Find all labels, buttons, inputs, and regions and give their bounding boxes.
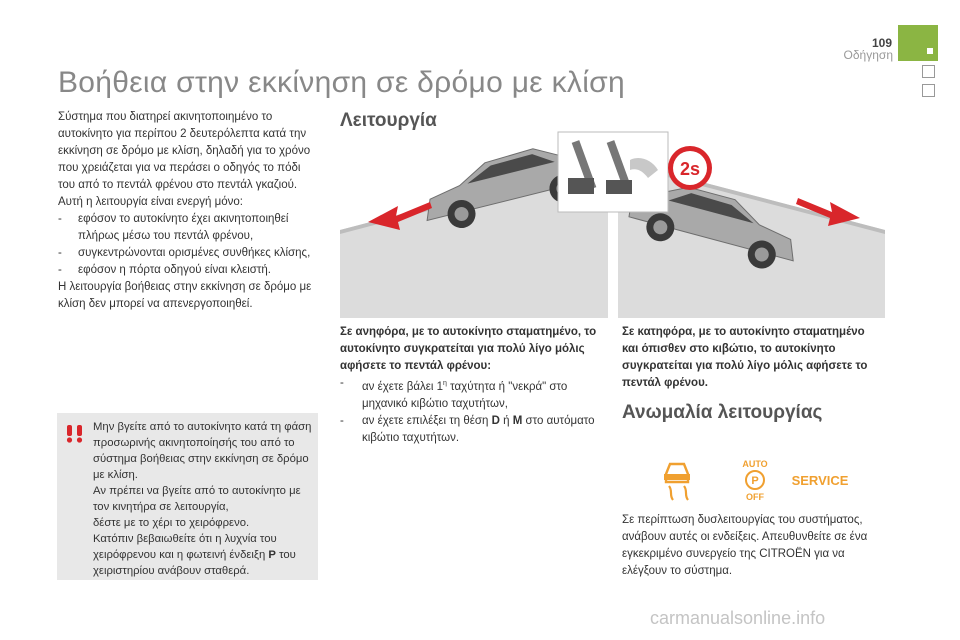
service-warning-icon: [792, 473, 849, 488]
warning-exclamation-icon: [65, 422, 91, 444]
warning-box: [57, 413, 318, 580]
operation-heading: Λειτουργία: [340, 110, 437, 131]
page-title: Βοήθεια στην εκκίνηση σε δρόμο με κλίση: [58, 66, 625, 99]
malfunction-column: [622, 512, 884, 580]
uphill-heading: Σε ανηφόρα, με το αυτοκίνητο σταματημένο, το αυτοκίνητο συγκρατείται για πολύ λίγο μόλις αφήσετε το πεντάλ φρένου:: [340, 326, 597, 372]
downhill-text: Σε κατηφόρα, με το αυτοκίνητο σταματημένο και όπισθεν στο κιβώτιο, το αυτοκίνητο συγκρατείται για πολύ λίγο μόλις αφήσετε το πεντάλ φρένου.: [622, 326, 868, 389]
hill-start-illustration: [340, 130, 885, 318]
intro-paragraph: Σύστημα που διατηρεί ακινητοποιημένο το αυτοκίνητο για περίπου 2 δευτερόλεπτα κατά την εκκίνηση σε δρόμο με κλίση, δηλαδή για το χρόνο που χρειάζεται για να περάσει ο οδηγός το πόδι του από το πεντάλ φρένου στο πεντάλ γκαζιού.: [58, 111, 311, 191]
chapter-tab[interactable]: [922, 84, 935, 97]
list-item: - εφόσον η πόρτα οδηγού είναι κλειστή.: [58, 262, 320, 279]
warning-line: δέστε με το χέρι το χειρόφρενο.: [93, 517, 250, 529]
warning-line: Κατόπιν βεβαιωθείτε ότι η λυχνία του χειρόφρενου και η φωτεινή ένδειξη P του χειριστηρίου ανάβουν σταθερά.: [93, 533, 296, 577]
warning-line: Μην βγείτε από το αυτοκίνητο κατά τη φάση προσωρινής ακινητοποίησής του από το σύστημα βοήθειας στην εκκίνηση σε δρόμο με κλίση.: [93, 421, 312, 481]
downhill-column: [622, 324, 884, 392]
svg-text:P: P: [751, 475, 759, 487]
list-item: - εφόσον το αυτοκίνητο έχει ακινητοποιηθεί πλήρως μέσω του πεντάλ φρένου,: [58, 211, 320, 245]
page-number: 109: [871, 36, 892, 50]
malfunction-heading: Ανωμαλία λειτουργίας: [622, 402, 823, 423]
svg-text:AUTO: AUTO: [742, 459, 768, 469]
skid-warning-icon: [664, 464, 690, 500]
warning-text: [93, 419, 313, 579]
svg-text:OFF: OFF: [746, 492, 764, 502]
list-item: - αν έχετε βάλει $1^\eta$ ταχύτητα ή "νεκρά" στο μηχανικό κιβώτιο ταχυτήτων,: [340, 375, 605, 413]
intro-text: [58, 109, 320, 313]
warning-indicators: [660, 458, 860, 502]
chapter-tab[interactable]: [922, 65, 935, 78]
intro-paragraph: Αυτή η λειτουργία είναι ενεργή μόνο:: [58, 196, 243, 208]
intro-paragraph: Η λειτουργία βοήθειας στην εκκίνηση σε δρόμο με κλίση δεν μπορεί να απενεργοποιηθεί.: [58, 281, 312, 310]
watermark: carmanualsonline.info: [650, 608, 826, 628]
list-item: - αν έχετε επιλέξει τη θέση D ή M στο αυτόματο κιβώτιο ταχυτήτων.: [340, 413, 605, 447]
square-icon: [927, 48, 933, 54]
list-item: - συγκεντρώνονται ορισμένες συνθήκες κλίσης,: [58, 245, 320, 262]
timer-label: 2s: [679, 159, 701, 179]
uphill-column: [340, 324, 605, 447]
auto-p-off-icon: [742, 459, 767, 502]
section-label: Οδήγηση: [843, 48, 893, 62]
warning-line: Αν πρέπει να βγείτε από το αυτοκίνητο με τον κινητήρα σε λειτουργία,: [93, 485, 301, 513]
malfunction-text: Σε περίπτωση δυσλειτουργίας του συστήματος, ανάβουν αυτές οι ενδείξεις. Απευθυνθείτε σε ένα εγκεκριμένο συνεργείο της CITROËN για να ελέγξουν το σύστημα.: [622, 514, 868, 577]
svg-text:SERVICE: SERVICE: [791, 473, 849, 488]
chapter-tab-active[interactable]: [898, 25, 938, 61]
p-indicator-label: P: [268, 549, 276, 561]
